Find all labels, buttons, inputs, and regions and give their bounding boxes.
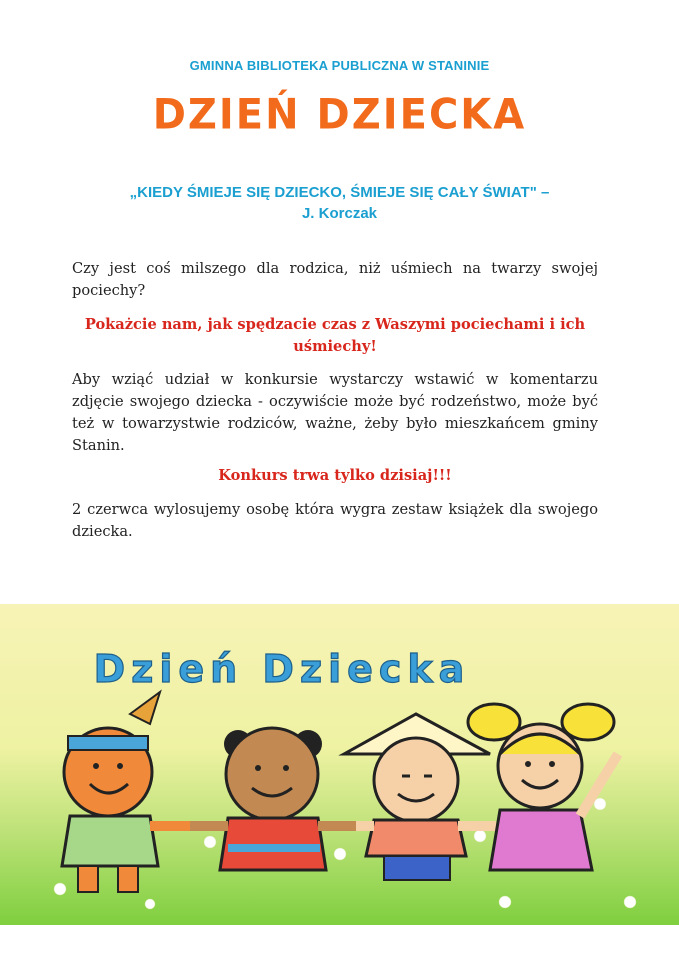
call-to-action: Pokażcie nam, jak spędzacie czas z Waszymi pociechami i ich uśmiechy! bbox=[84, 316, 586, 355]
rules-paragraph: Aby wziąć udział w konkursie wystarczy wstawić w komentarzu zdjęcie swojego dziecka - oczywiście może być rodzeństwo, może być też w towarzystwie rodziców, ważne, żeby było mieszkańcem gminy Stanin. bbox=[72, 371, 598, 454]
page-title: DZIEŃ DZIECKA bbox=[152, 90, 527, 140]
quote-author: J. Korczak bbox=[301, 205, 378, 222]
intro-paragraph: Czy jest coś milszego dla rodzica, niż uśmiech na twarzy swojej pociechy? bbox=[72, 260, 598, 299]
organization-name: GMINNA BIBLIOTEKA PUBLICZNA W STANINIE bbox=[189, 58, 490, 73]
quote-text: „KIEDY ŚMIEJE SIĘ DZIECKO, ŚMIEJE SIĘ CAŁY ŚWIAT" – bbox=[129, 184, 550, 201]
korczak-quote bbox=[0, 182, 679, 224]
banner-title: Dzień Dziecka bbox=[93, 647, 471, 691]
deadline-notice: Konkurs trwa tylko dzisiaj!!! bbox=[218, 467, 452, 484]
children-banner-illustration bbox=[0, 604, 679, 925]
prize-paragraph: 2 czerwca wylosujemy osobę która wygra zestaw książek dla swojego dziecka. bbox=[72, 501, 598, 540]
